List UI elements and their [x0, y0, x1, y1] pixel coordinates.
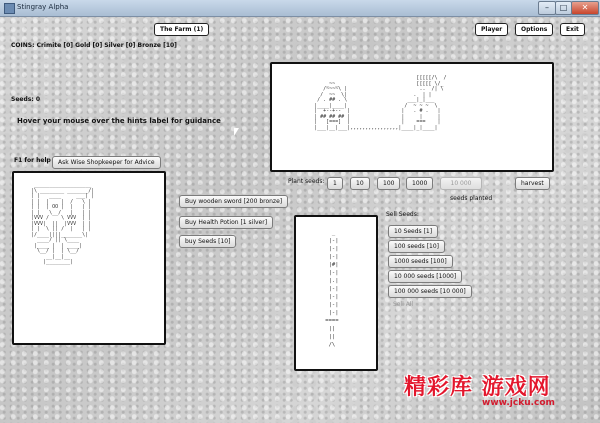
sell-seeds-label: Sell Seeds:: [386, 211, 419, 218]
watermark: 精彩库 游戏网: [404, 375, 551, 400]
sell-10-seeds-button[interactable]: 10 Seeds [1]: [388, 225, 438, 238]
buy-seeds-button[interactable]: buy Seeds [10]: [179, 235, 236, 248]
sword-panel: [294, 215, 378, 371]
coins-label: COINS: Crimite [0] Gold [0] Silver [0] Bronze [10]: [11, 42, 177, 49]
f1-help-label: F1 for help: [14, 157, 51, 164]
shopkeeper-panel: [12, 171, 166, 345]
minimize-button[interactable]: –: [538, 1, 556, 15]
seeds-planted-label: seeds planted: [450, 195, 493, 202]
sell-100-seeds-button[interactable]: 100 seeds [10]: [388, 240, 445, 253]
close-button[interactable]: ✕: [571, 1, 599, 15]
watermark-url: www.jcku.com: [482, 398, 555, 408]
sell-100000-seeds-button[interactable]: 100 000 seeds [10 000]: [388, 285, 472, 298]
window-title: Stingray Alpha: [17, 3, 69, 11]
buy-health-potion-button[interactable]: Buy Health Potion [1 silver]: [179, 216, 273, 229]
sell-10000-seeds-button[interactable]: 10 000 seeds [1000]: [388, 270, 462, 283]
farm-panel: [270, 62, 554, 172]
hints-label[interactable]: Hover your mouse over the hints label for guidance: [17, 117, 221, 125]
mouse-cursor-icon: [234, 128, 239, 136]
plant-10-button[interactable]: 10: [350, 177, 370, 190]
farm-ascii-art: [[[[[/\ / _~~_ [[[[[ \/_ /~~~~\ | .. /| \ / ~~ \| . | | / . ## . \ ___|_|___ |____|____| / ~ ~ ~ \ | +--+-- | | . # . | | ## ## ## | | | | | [===] | | === | |___|__|___|,,,,,,,,,,,,,,,,|____|_|____|: [314, 75, 447, 131]
plant-seeds-label: Plant seeds:: [288, 178, 325, 185]
harvest-button[interactable]: harvest: [515, 177, 550, 190]
app-icon: [4, 3, 15, 14]
plant-10000-button[interactable]: 10 000: [440, 177, 482, 190]
options-button[interactable]: Options: [515, 23, 553, 36]
buy-wooden-sword-button[interactable]: Buy wooden sword [200 bronze]: [179, 195, 288, 208]
ask-shopkeeper-button[interactable]: Ask Wise Shopkeeper for Advice: [52, 156, 161, 169]
seeds-count: Seeds: 0: [11, 96, 40, 103]
sword-ascii-art: _ |-| |-| |-| |#| |-| |.| |-| |-| |-| |-| ==== || || /\: [325, 230, 339, 348]
player-button[interactable]: Player: [475, 23, 508, 36]
sell-all-button[interactable]: Sell All: [393, 301, 414, 308]
title-bar: [0, 0, 600, 17]
sell-1000-seeds-button[interactable]: 1000 seeds [100]: [388, 255, 453, 268]
exit-button[interactable]: Exit: [560, 23, 585, 36]
plant-100-button[interactable]: 100: [377, 177, 400, 190]
tab-the-farm[interactable]: The Farm (1): [154, 23, 209, 36]
shopkeeper-ascii-art: ___________________ |\ ________ _______/| | | ____ ___| | | | | | / \ | | | | OO | | | | | | \__/ | | | |VVV / \ VVV | | |VVV| || |VVV | | | | \ || / | | | |/____||||_______\| ____/ || \____ |____ | | ____| \__/ | | \__/ __|__|__ |________|: [31, 182, 95, 265]
plant-1000-button[interactable]: 1000: [406, 177, 433, 190]
plant-1-button[interactable]: 1: [327, 177, 343, 190]
maximize-button[interactable]: □: [555, 1, 572, 15]
